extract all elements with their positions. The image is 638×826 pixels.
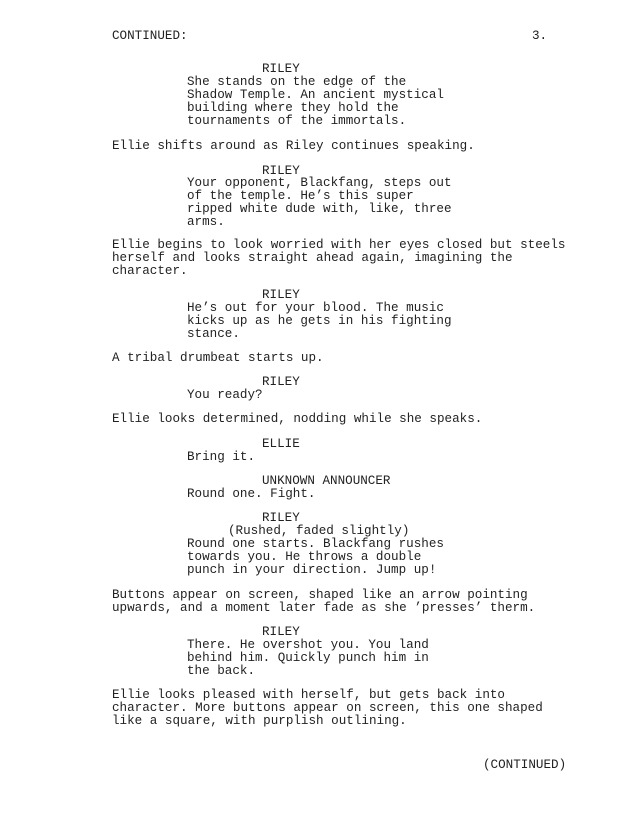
action-line: Ellie shifts around as Riley continues speaking.: [112, 139, 475, 153]
dialogue-line: Shadow Temple. An ancient mystical: [187, 88, 444, 102]
action-line: Ellie looks pleased with herself, but gets back into: [112, 688, 505, 702]
character-cue: RILEY: [262, 375, 300, 389]
character-cue: RILEY: [262, 62, 300, 76]
action-line: A tribal drumbeat starts up.: [112, 351, 324, 365]
action-line: Buttons appear on screen, shaped like an arrow pointing: [112, 588, 528, 602]
dialogue-line: Your opponent, Blackfang, steps out: [187, 176, 452, 190]
action-line: like a square, with purplish outlining.: [112, 714, 407, 728]
dialogue-line: You ready?: [187, 388, 263, 402]
dialogue-line: There. He overshot you. You land: [187, 638, 429, 652]
dialogue-line: behind him. Quickly punch him in: [187, 651, 429, 665]
dialogue-line: arms.: [187, 215, 225, 229]
character-cue: RILEY: [262, 625, 300, 639]
continued-footer: (CONTINUED): [483, 758, 567, 772]
dialogue-line: kicks up as he gets in his fighting: [187, 314, 452, 328]
character-cue: RILEY: [262, 164, 300, 178]
action-line: character.: [112, 264, 188, 278]
action-line: Ellie begins to look worried with her eyes closed but steels: [112, 238, 566, 252]
parenthetical: (Rushed, faded slightly): [228, 524, 410, 538]
dialogue-line: the back.: [187, 664, 256, 678]
dialogue-line: He’s out for your blood. The music: [187, 301, 444, 315]
action-line: upwards, and a moment later fade as she ’presses’ therm.: [112, 601, 536, 615]
character-cue: ELLIE: [262, 437, 300, 451]
action-line: character. More buttons appear on screen, this one shaped: [112, 701, 543, 715]
character-cue: RILEY: [262, 511, 300, 525]
dialogue-line: towards you. He throws a double: [187, 550, 422, 564]
dialogue-line: building where they hold the: [187, 101, 399, 115]
dialogue-line: She stands on the edge of the: [187, 75, 407, 89]
action-line: herself and looks straight ahead again, imagining the: [112, 251, 513, 265]
character-cue: RILEY: [262, 288, 300, 302]
dialogue-line: Round one starts. Blackfang rushes: [187, 537, 444, 551]
dialogue-line: stance.: [187, 327, 240, 341]
dialogue-line: tournaments of the immortals.: [187, 114, 407, 128]
page-number: 3.: [532, 29, 548, 43]
dialogue-line: Round one. Fight.: [187, 487, 316, 501]
dialogue-line: punch in your direction. Jump up!: [187, 563, 437, 577]
continued-header: CONTINUED:: [112, 29, 188, 43]
character-cue: UNKNOWN ANNOUNCER: [262, 474, 391, 488]
dialogue-line: ripped white dude with, like, three: [187, 202, 452, 216]
dialogue-line: Bring it.: [187, 450, 256, 464]
dialogue-line: of the temple. He’s this super: [187, 189, 414, 203]
action-line: Ellie looks determined, nodding while she speaks.: [112, 412, 483, 426]
